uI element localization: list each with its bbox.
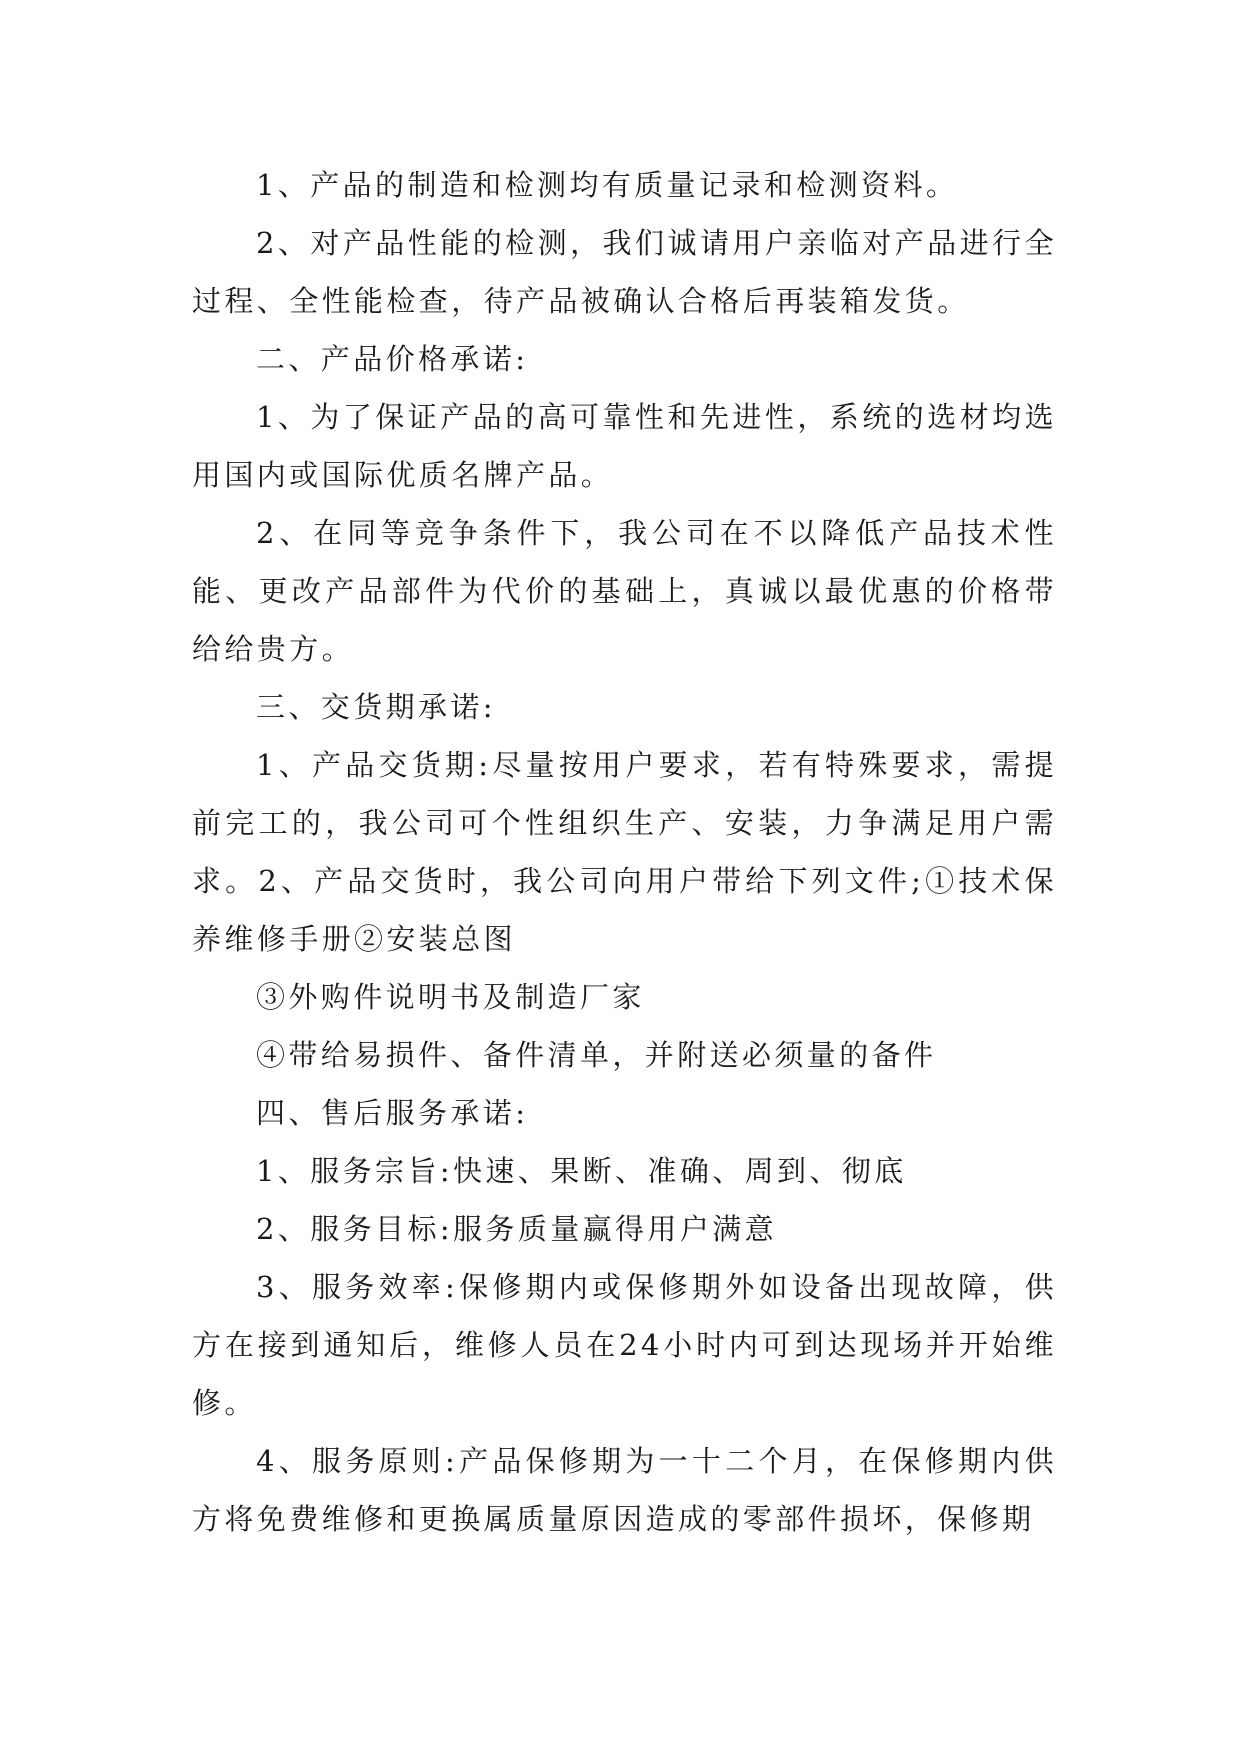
heading-after-sales-commitment: 四、售后服务承诺: bbox=[256, 1096, 529, 1130]
paragraph-best-price: 2、在同等竞争条件下，我公司在不以降低产品技术性能、更改产品部件为代价的基础上，真诚以最优惠的价格带给给贵方。 bbox=[192, 516, 1057, 666]
document-body bbox=[192, 156, 1057, 1548]
paragraph-service-goal: 2、服务目标:服务质量赢得用户满意 bbox=[256, 1212, 778, 1246]
paragraph-performance-inspection: 2、对产品性能的检测，我们诚请用户亲临对产品进行全过程、全性能检查，待产品被确认合格后再装箱发货。 bbox=[192, 226, 1057, 318]
paragraph-delivery-period: 1、产品交货期:尽量按用户要求，若有特殊要求，需提前完工的，我公司可个性组织生产、安装，力争满足用户需求。2、产品交货时，我公司向用户带给下列文件;①技术保养维修手册②安装总图 bbox=[192, 748, 1057, 956]
paragraph-material-selection: 1、为了保证产品的高可靠性和先进性，系统的选材均选用国内或国际优质名牌产品。 bbox=[192, 400, 1057, 492]
paragraph-service-principle: 4、服务原则:产品保修期为一十二个月，在保修期内供方将免费维修和更换属质量原因造成的零部件损坏，保修期 bbox=[192, 1444, 1057, 1536]
paragraph-purchased-parts-manual: ③外购件说明书及制造厂家 bbox=[256, 980, 645, 1014]
paragraph-service-efficiency: 3、服务效率:保修期内或保修期外如设备出现故障，供方在接到通知后，维修人员在24小时内可到达现场并开始维修。 bbox=[192, 1270, 1057, 1420]
heading-price-commitment: 二、产品价格承诺: bbox=[256, 342, 529, 376]
paragraph-service-purpose: 1、服务宗旨:快速、果断、准确、周到、彻底 bbox=[256, 1154, 907, 1188]
heading-delivery-commitment: 三、交货期承诺: bbox=[256, 690, 496, 724]
paragraph-spare-parts-list: ④带给易损件、备件清单，并附送必须量的备件 bbox=[256, 1038, 937, 1072]
paragraph-quality-records: 1、产品的制造和检测均有质量记录和检测资料。 bbox=[256, 168, 959, 202]
